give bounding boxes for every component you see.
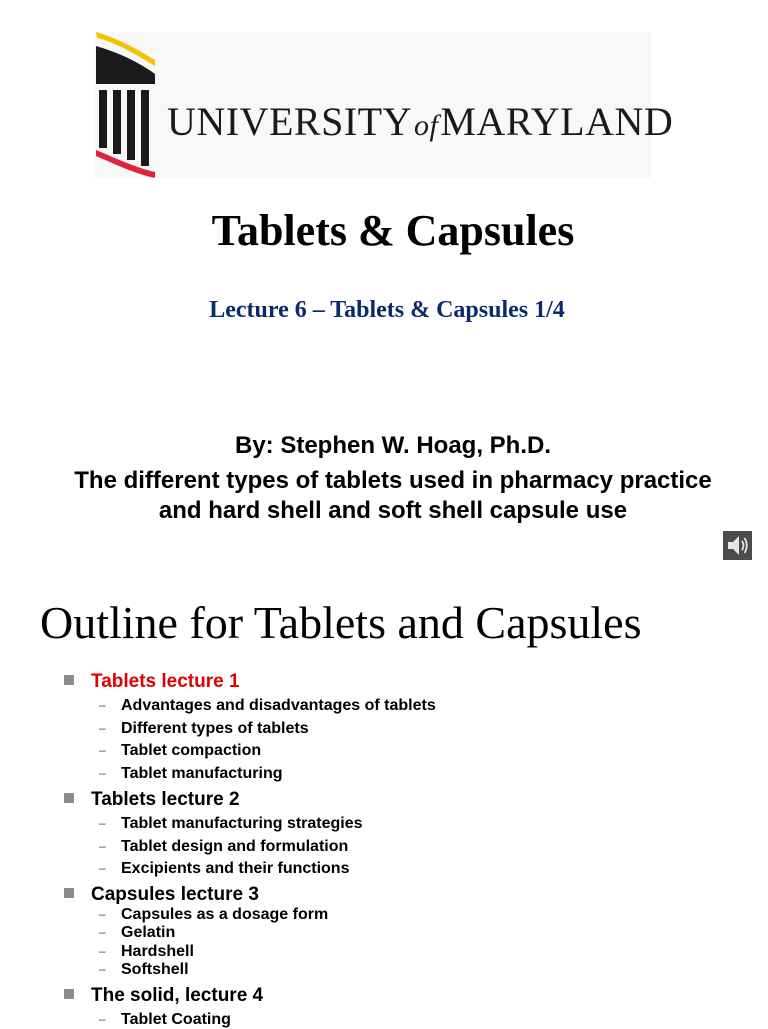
slide-title: Tablets & Capsules <box>211 206 575 255</box>
outline-item: Capsules as a dosage form <box>121 906 329 923</box>
slide-subtitle: Lecture 6 – Tablets & Capsules 1/4 <box>209 297 565 323</box>
outline-item: Advantages and disadvantages of tablets <box>121 697 436 714</box>
dash-bullet-icon: – <box>99 925 106 939</box>
outline-section-label: Tablets lecture 1 <box>91 671 240 692</box>
outline-section-label: Capsules lecture 3 <box>91 884 259 905</box>
dash-bullet-icon: – <box>99 743 106 757</box>
dash-bullet-icon: – <box>99 721 106 735</box>
outline-item: Tablet manufacturing <box>121 765 283 782</box>
description-line: The different types of tablets used in pharmacy practice <box>74 467 712 494</box>
outline-section-label: The solid, lecture 4 <box>91 985 264 1006</box>
outline-title: Outline for Tablets and Capsules <box>40 597 642 648</box>
dash-bullet-icon: – <box>99 861 106 875</box>
outline-item: Hardshell <box>121 943 194 960</box>
square-bullet-icon <box>64 675 74 685</box>
square-bullet-icon <box>64 989 74 999</box>
outline-section-label: Tablets lecture 2 <box>91 789 240 810</box>
square-bullet-icon <box>64 793 74 803</box>
outline-item: Tablet compaction <box>121 742 262 759</box>
outline-item: Tablet manufacturing strategies <box>121 815 363 832</box>
outline-item: Tablet Coating <box>121 1011 231 1028</box>
dash-bullet-icon: – <box>99 839 106 853</box>
dash-bullet-icon: – <box>99 766 106 780</box>
dash-bullet-icon: – <box>99 962 106 976</box>
dash-bullet-icon: – <box>99 944 106 958</box>
dash-bullet-icon: – <box>99 816 106 830</box>
dash-bullet-icon: – <box>99 907 106 921</box>
description-line: and hard shell and soft shell capsule use <box>158 497 628 524</box>
outline-item: Tablet design and formulation <box>121 838 349 855</box>
square-bullet-icon <box>64 888 74 898</box>
outline-item: Gelatin <box>121 924 176 941</box>
outline-item: Softshell <box>121 961 189 978</box>
university-wordmark: UNIVERSITYofMARYLAND <box>167 99 674 144</box>
dash-bullet-icon: – <box>99 1012 106 1026</box>
outline-item: Excipients and their functions <box>121 860 350 877</box>
outline-item: Different types of tablets <box>121 720 309 737</box>
dash-bullet-icon: – <box>99 698 106 712</box>
author-byline: By: Stephen W. Hoag, Ph.D. <box>234 432 552 459</box>
